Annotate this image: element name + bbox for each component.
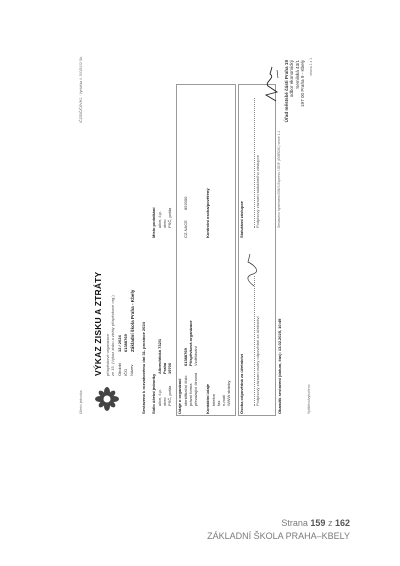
seat-psc-value: 19700 [167, 362, 172, 374]
page-counter [281, 518, 350, 528]
date-line: Okamžik sestavení (datum, čas): 13.02.2025, 10:49 [277, 318, 282, 414]
business-city-label: obec [162, 219, 167, 228]
contact-web-label: WWW stránky [226, 380, 231, 406]
sig-right-note: Podpisový záznam statutárního zástupce [255, 155, 260, 228]
period-value: 12 / 2024 [117, 335, 122, 352]
school-name: ZÁKLADNÍ ŠKOLA PRAHA–KBELY [207, 531, 350, 541]
ico-label: IČO [123, 368, 128, 376]
office-stamp [284, 60, 305, 122]
org-form-label: právní forma [188, 383, 193, 406]
org-cz-label: CZ-NACE [183, 220, 188, 238]
seat-header: Sídlo účetní jednotky [151, 373, 156, 414]
contact-header: Kontaktní údaje [205, 383, 210, 414]
page-mark: strana 1 z 1 [309, 58, 313, 76]
contact-email-label: e-mail [221, 395, 226, 406]
bottom-note: Sestaveno systémem GINIS Express / GDF (GORDIC) verze 1.1 [277, 130, 281, 228]
page-prefix: Strana [281, 518, 308, 528]
contact-phone-label: telefon [211, 393, 216, 406]
ico-value: 61388769 [123, 334, 128, 352]
seat-psc-label: PSČ, pošta [167, 385, 172, 406]
sig-header: Osoba odpovědná za účetnictví [239, 353, 244, 414]
form-title: VÝKAZ ZISKU A ZTRÁTY [93, 271, 103, 376]
org-form-value: Příspěvková organizace [188, 320, 193, 366]
top-note: Účetní jednotka [79, 390, 83, 414]
top-right-note: IČZ/DIČ/ČÚV/K1 · Vyhláška č. 500/2002 Sb. [79, 56, 83, 123]
stamp-line-2: odbor ekonomický [289, 60, 295, 98]
page-total: 162 [334, 518, 350, 528]
balance-line: Sestaveno k rozvahovému dni 31. prosince 2024 [141, 322, 146, 414]
org-ident-label: identifikační číslo [183, 375, 188, 406]
seat-street-value: Albrechtická 732/1 [157, 338, 162, 374]
contact-fax-label: fax [216, 400, 221, 406]
sig-right-line [254, 98, 255, 228]
period-label: Období [117, 362, 122, 376]
sig-statutory-header: Statutární zástupce [239, 201, 244, 238]
stamp-line-3: Semilská 43/1 [294, 60, 300, 89]
business-psc-label: PSČ, pošta [167, 207, 172, 228]
org-cz-value: 852000 [183, 196, 188, 210]
org-frame [176, 84, 236, 416]
seat-city-label: obec [162, 397, 167, 406]
stamp-line-1: Úřad městské části Praha 19 [284, 60, 289, 123]
name-label: Název [129, 364, 134, 376]
page-current: 159 [310, 518, 326, 528]
org-ident-value: 61388769 [183, 348, 188, 366]
seat-street-label: ulice, č.p. [157, 389, 162, 406]
name-value: Základní škola Praha - Kbely [130, 289, 135, 352]
sig-left-note: Podpisový záznam osoby odpovědné za účetnictví [255, 316, 260, 406]
signature-right-icon [262, 64, 282, 104]
sig-left-line [254, 276, 255, 406]
form-subtitle-2: ze 15. (Výkaz zisku a ztráty příspěvkové org.) [110, 295, 115, 376]
stamp-line-4: 197 00 Praha 9 - Kbely [299, 60, 305, 107]
left-bottom-note: Vytištěno/vytvořeno [307, 384, 311, 414]
person-header: Kontrolní osoba/pověřený [205, 188, 210, 238]
page-sep: z [327, 518, 333, 528]
form-subtitle-1: příspěvkové organizace [105, 333, 110, 376]
scanned-form [70, 48, 330, 438]
org-header: Údaje o organizaci [177, 378, 182, 414]
signature-left-icon [244, 252, 258, 288]
seat-city-value: Praha [162, 362, 167, 374]
business-street-label: ulice, č.p. [157, 211, 162, 228]
org-activity-value: Vzdělávání [193, 346, 198, 366]
org-activity-label: převažující činnost [193, 372, 198, 406]
logo-icon [94, 386, 120, 412]
business-place-header: Místo podnikání [151, 207, 156, 238]
